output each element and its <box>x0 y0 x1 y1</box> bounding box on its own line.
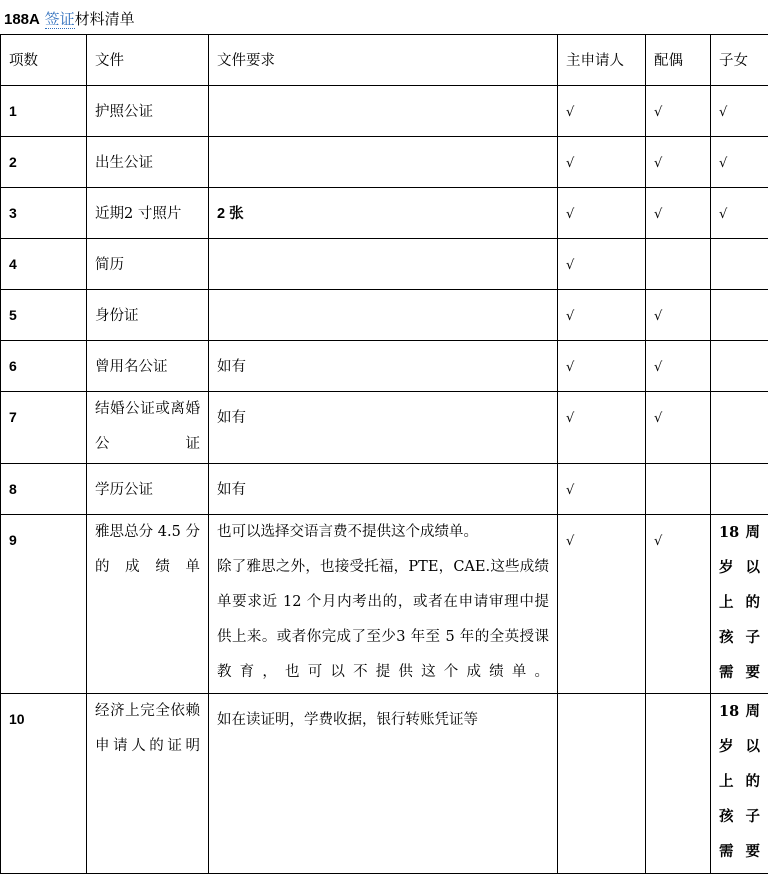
header-cell: 配偶 <box>646 35 711 86</box>
checkmark: √ <box>566 309 574 324</box>
checkmark: √ <box>654 309 662 324</box>
file-name: 结婚公证或离婚公证 <box>95 392 200 462</box>
file-requirement: 如有 <box>217 482 246 498</box>
row-number: 3 <box>9 205 17 221</box>
file-name: 简历 <box>95 257 124 273</box>
row-number: 5 <box>9 307 17 323</box>
checkmark: √ <box>566 534 574 549</box>
row-number: 7 <box>9 409 17 425</box>
checkmark: √ <box>566 483 574 498</box>
document-title <box>4 8 135 30</box>
file-requirement: 如在读证明，学费收据，银行转账凭证等 <box>217 712 478 728</box>
title-rest: 材料清单 <box>75 10 135 28</box>
checkmark: √ <box>566 105 574 120</box>
table-row <box>1 188 768 239</box>
checkmark: √ <box>719 207 727 222</box>
materials-table <box>0 34 768 874</box>
file-name: 学历公证 <box>95 482 153 498</box>
header-cell: 文件要求 <box>209 35 558 86</box>
file-name: 身份证 <box>95 308 139 324</box>
checkmark: √ <box>566 411 574 426</box>
row-number: 6 <box>9 358 17 374</box>
file-name: 经济上完全依赖申请人的证明 <box>95 694 200 764</box>
table-header-row <box>1 35 768 86</box>
file-requirement: 2 张 <box>217 206 244 222</box>
file-name: 护照公证 <box>95 104 153 120</box>
header-cell: 子女 <box>711 35 768 86</box>
checkmark: √ <box>654 207 662 222</box>
requirement-line: 除了雅思之外，也接受托福，PTE，CAE.这些成绩单要求近 12 个月内考出的，或者在申请审理中提供上来。或者你完成了至少3 年至 5 年的全英授课教育，也可以不提供这个成绩单。 <box>217 550 549 690</box>
table-row <box>1 464 768 515</box>
checkmark: √ <box>719 105 727 120</box>
checkmark: √ <box>566 258 574 273</box>
table-row <box>1 86 768 137</box>
checkmark: √ <box>654 360 662 375</box>
row-number: 1 <box>9 103 17 119</box>
checkmark: √ <box>719 156 727 171</box>
row-number: 2 <box>9 154 17 170</box>
checkmark: √ <box>566 360 574 375</box>
checkmark: √ <box>566 156 574 171</box>
checkmark: √ <box>654 534 662 549</box>
file-name: 雅思总分 4.5 分的成绩单 <box>95 515 200 585</box>
header-cell: 项数 <box>1 35 87 86</box>
table-row <box>1 290 768 341</box>
visa-link[interactable]: 签证 <box>45 10 75 29</box>
table-row <box>1 515 768 694</box>
table-row <box>1 341 768 392</box>
checkmark: √ <box>654 411 662 426</box>
checkmark: √ <box>566 207 574 222</box>
checkmark: √ <box>654 156 662 171</box>
row-number: 9 <box>9 532 17 548</box>
row-number: 10 <box>9 711 25 727</box>
file-requirement <box>209 515 558 694</box>
file-requirement: 如有 <box>217 359 246 375</box>
requirement-line: 也可以选择交语言费不提供这个成绩单。 <box>217 515 549 550</box>
table-row <box>1 137 768 188</box>
row-number: 8 <box>9 481 17 497</box>
header-cell: 文件 <box>87 35 209 86</box>
file-name: 近期2 寸照片 <box>95 206 181 222</box>
table-row <box>1 694 768 874</box>
title-code: 188A <box>4 11 40 28</box>
row-number: 4 <box>9 256 17 272</box>
file-name: 出生公证 <box>95 155 153 171</box>
checkmark: √ <box>654 105 662 120</box>
table-row <box>1 392 768 464</box>
file-name: 曾用名公证 <box>95 359 168 375</box>
child-note: 18 周岁以上的孩子需要 <box>719 515 760 690</box>
file-requirement: 如有 <box>217 410 246 426</box>
child-note: 18 周岁以上的孩子需要 <box>719 694 760 869</box>
header-cell: 主申请人 <box>558 35 646 86</box>
table-row <box>1 239 768 290</box>
